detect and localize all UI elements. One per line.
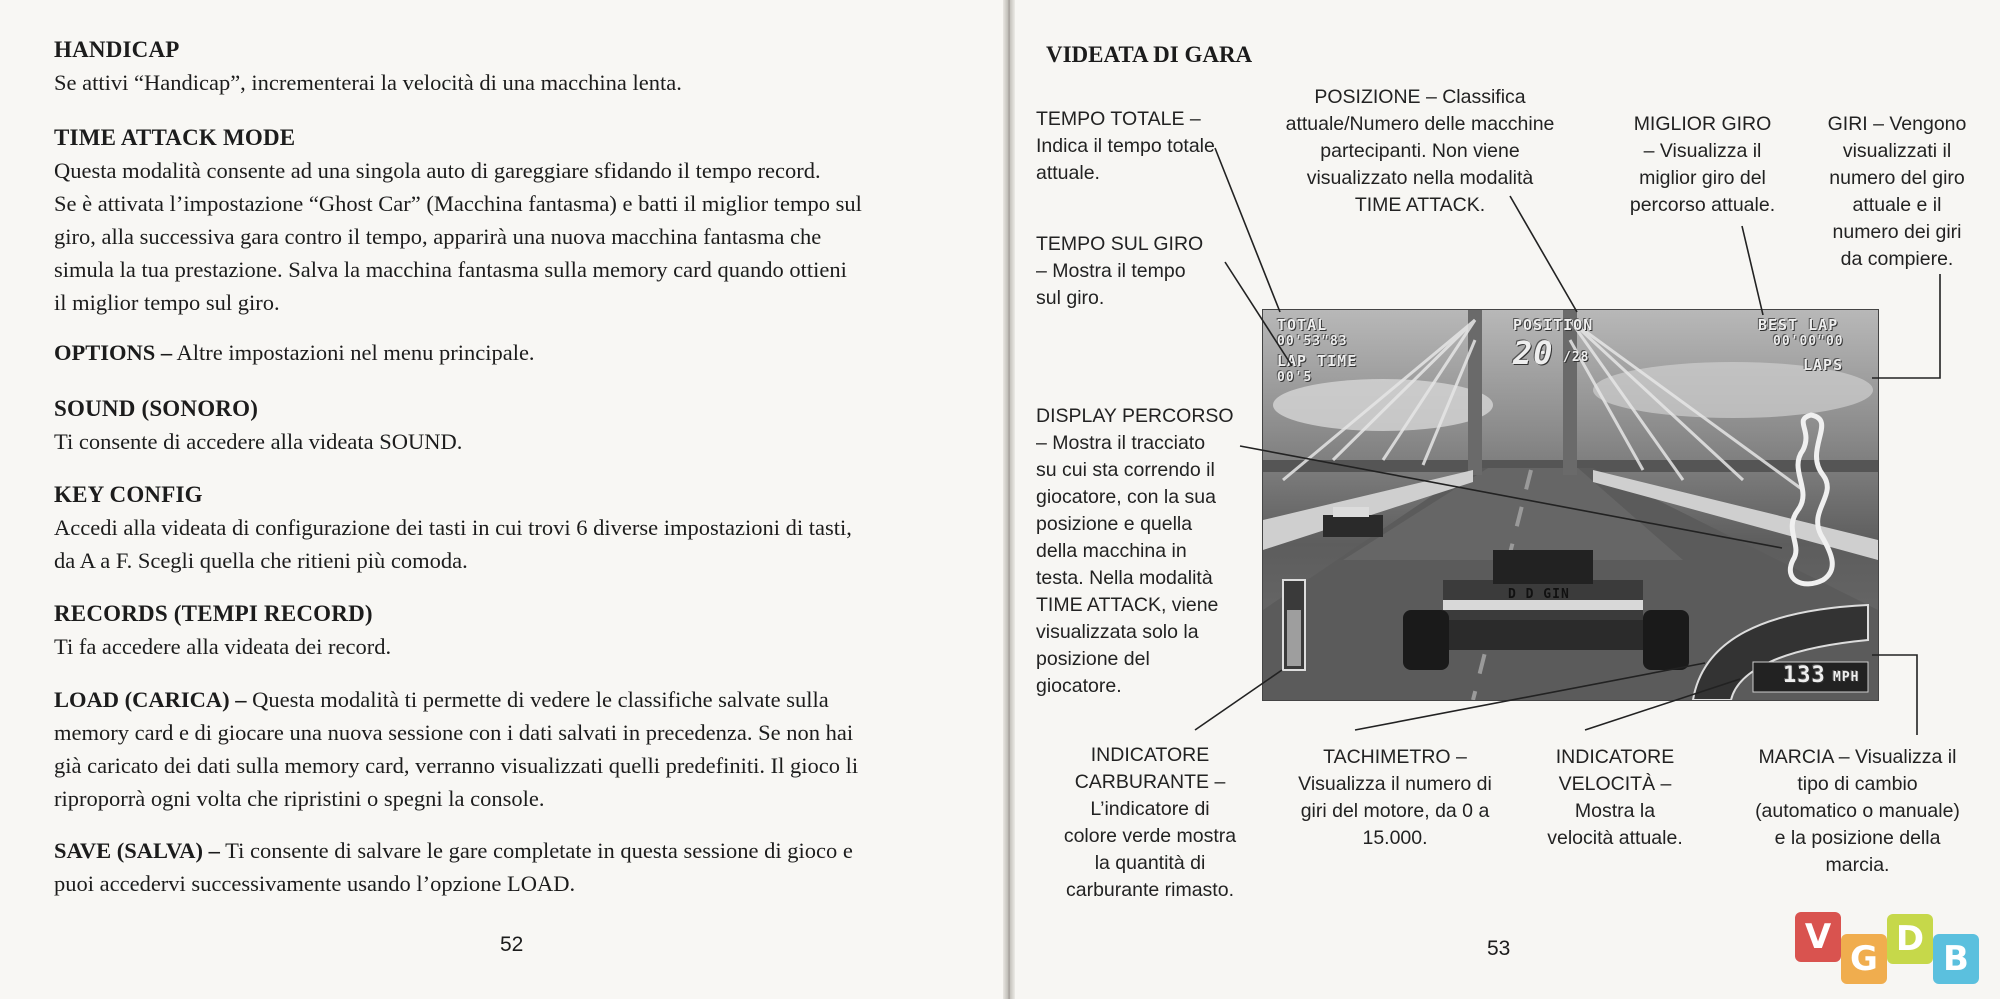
heading-records: RECORDS (TEMPI RECORD) xyxy=(54,601,373,626)
book-spine xyxy=(1003,0,1015,999)
hud-total-label: TOTAL xyxy=(1277,316,1328,334)
body-line: puoi accedervi successivamente usando l’opzione LOAD. xyxy=(54,871,576,896)
caption-display-percorso xyxy=(1036,403,1234,700)
caption-line: da compiere. xyxy=(1840,248,1954,270)
caption-marcia xyxy=(1735,744,1980,879)
caption-line: sul giro. xyxy=(1036,287,1105,309)
heading-save: SAVE (SALVA) – xyxy=(54,838,220,863)
caption-line: (automatico o manuale) xyxy=(1755,800,1960,822)
caption-line: TEMPO SUL GIRO xyxy=(1036,233,1204,255)
heading-time-attack: TIME ATTACK MODE xyxy=(54,125,296,150)
heading-sound: SOUND (SONORO) xyxy=(54,396,259,421)
caption-line: la quantità di xyxy=(1094,852,1206,874)
body-options: Altre impostazioni nel menu principale. xyxy=(172,340,535,365)
caption-line: MIGLIOR GIRO xyxy=(1633,113,1772,135)
caption-line: miglior giro del xyxy=(1639,167,1766,189)
caption-line: TEMPO TOTALE – xyxy=(1036,108,1201,130)
caption-miglior-giro xyxy=(1615,111,1790,219)
vgdb-logo xyxy=(1795,910,1985,986)
caption-line: giri del motore, da 0 a xyxy=(1300,800,1490,822)
entry-save xyxy=(54,834,994,900)
logo-letter-b: B xyxy=(1933,934,1979,984)
body-line: Accedi alla videata di configurazione dei tasti in cui trovi 6 diverse impostazioni di tasti, xyxy=(54,515,852,540)
caption-line: Indica il tempo totale xyxy=(1036,135,1215,157)
body-handicap: Se attivi “Handicap”, incrementerai la velocità di una macchina lenta. xyxy=(54,70,682,95)
page-number-left: 52 xyxy=(500,933,524,956)
body-records: Ti fa accedere alla videata dei record. xyxy=(54,634,392,659)
hud-lap-time-value: 00'5 xyxy=(1277,370,1313,385)
caption-line: numero del giro xyxy=(1829,167,1965,189)
body-line: giro, alla successiva gara contro il tempo, apparirà una nuova macchina fantasma che xyxy=(54,224,822,249)
caption-line: giocatore, con la sua xyxy=(1036,486,1216,508)
caption-line: percorso attuale. xyxy=(1629,194,1776,216)
hud-lap-time-label: LAP TIME xyxy=(1277,352,1358,370)
entry-load xyxy=(54,683,994,815)
heading-options: OPTIONS – xyxy=(54,340,173,365)
body-line: il miglior tempo sul giro. xyxy=(54,290,280,315)
caption-line: Mostra la xyxy=(1574,800,1656,822)
entry-key-config xyxy=(54,478,994,577)
caption-line: MARCIA – Visualizza il xyxy=(1758,746,1957,768)
hud-total-value: 00'53"83 xyxy=(1277,334,1348,349)
caption-line: Visualizza il numero di xyxy=(1298,773,1492,795)
body-line: Se è attivata l’impostazione “Ghost Car” (Macchina fantasma) e batti il miglior tempo sul xyxy=(54,191,862,216)
caption-line: TIME ATTACK. xyxy=(1354,194,1486,216)
caption-line: colore verde mostra xyxy=(1063,825,1237,847)
body-line: da A a F. Scegli quella che ritieni più comoda. xyxy=(54,548,468,573)
caption-giri xyxy=(1812,111,1982,273)
hud-best-lap-value: 00'00"00 xyxy=(1773,334,1844,349)
caption-tempo-sul-giro xyxy=(1036,231,1203,312)
entry-sound xyxy=(54,392,994,458)
caption-line: DISPLAY PERCORSO xyxy=(1036,405,1234,427)
caption-line: giocatore. xyxy=(1036,675,1122,697)
body-line: simula la tua prestazione. Salva la macchina fantasma sulla memory card quando ottieni xyxy=(54,257,847,282)
page-title: VIDEATA DI GARA xyxy=(1046,42,1253,67)
car-livery-text: D D GIN xyxy=(1508,587,1570,602)
body-line: memory card e di giocare una nuova sessione con i dati salvati in precedenza. Se non hai xyxy=(54,720,854,745)
hud-speed-value: 133 xyxy=(1783,663,1826,688)
caption-line: CARBURANTE – xyxy=(1074,771,1226,793)
caption-line: – Visualizza il xyxy=(1643,140,1762,162)
caption-line: visualizzato nella modalità xyxy=(1306,167,1534,189)
caption-line: L’indicatore di xyxy=(1090,798,1210,820)
caption-line: testa. Nella modalità xyxy=(1036,567,1213,589)
hud-laps-label: LAPS xyxy=(1803,356,1844,374)
logo-letter-v: V xyxy=(1795,912,1841,962)
body-line: riproporrà ogni volta che ripristini o spegni la console. xyxy=(54,786,545,811)
caption-line: tipo di cambio xyxy=(1797,773,1918,795)
caption-line: carburante rimasto. xyxy=(1066,879,1234,901)
caption-line: della macchina in xyxy=(1036,540,1187,562)
caption-line: attuale/Numero delle macchine xyxy=(1285,113,1555,135)
caption-line: INDICATORE xyxy=(1555,746,1675,768)
logo-letter-g: G xyxy=(1841,934,1887,984)
caption-line: numero dei giri xyxy=(1832,221,1962,243)
caption-line: 15.000. xyxy=(1362,827,1428,849)
caption-line: – Mostra il tempo xyxy=(1036,260,1186,282)
caption-carburante xyxy=(1040,742,1260,904)
caption-line: marcia. xyxy=(1825,854,1890,876)
logo-letter-d: D xyxy=(1887,914,1933,964)
caption-line: visualizzata solo la xyxy=(1036,621,1199,643)
caption-line: GIRI – Vengono xyxy=(1827,113,1967,135)
caption-line: attuale. xyxy=(1036,162,1100,184)
caption-line: INDICATORE xyxy=(1090,744,1210,766)
caption-line: partecipanti. Non viene xyxy=(1320,140,1520,162)
body-line: Questa modalità ti permette di vedere le classifiche salvate sulla xyxy=(246,687,829,712)
caption-line: posizione e quella xyxy=(1036,513,1193,535)
caption-tachimetro xyxy=(1275,744,1515,852)
hud-position-value: 20 xyxy=(1513,334,1554,372)
body-line: Ti consente di salvare le gare completate in questa sessione di gioco e xyxy=(219,838,853,863)
caption-line: e la posizione della xyxy=(1774,827,1941,849)
entry-records xyxy=(54,597,994,663)
caption-line: – Mostra il tracciato xyxy=(1036,432,1206,454)
hud-speed-unit: MPH xyxy=(1833,670,1860,685)
hud-position-total: /28 xyxy=(1563,350,1590,365)
entry-time-attack xyxy=(54,121,994,319)
caption-line: VELOCITÀ – xyxy=(1558,773,1672,795)
body-sound: Ti consente di accedere alla videata SOUND. xyxy=(54,429,463,454)
caption-line: visualizzati il xyxy=(1842,140,1952,162)
caption-line: POSIZIONE – Classifica xyxy=(1314,86,1526,108)
caption-posizione xyxy=(1265,84,1575,219)
body-line: Questa modalità consente ad una singola auto di gareggiare sfidando il tempo record. xyxy=(54,158,821,183)
caption-velocita xyxy=(1535,744,1695,852)
entry-options xyxy=(54,336,994,369)
caption-line: TIME ATTACK, viene xyxy=(1036,594,1219,616)
caption-line: velocità attuale. xyxy=(1547,827,1683,849)
page-number-right: 53 xyxy=(1487,937,1511,960)
hud-position-label: POSITION xyxy=(1513,316,1594,334)
heading-load: LOAD (CARICA) – xyxy=(54,687,247,712)
caption-line: posizione del xyxy=(1036,648,1150,670)
caption-line: su cui sta correndo il xyxy=(1036,459,1215,481)
race-screenshot xyxy=(1262,309,1879,701)
caption-tempo-totale xyxy=(1036,106,1215,187)
caption-line: attuale e il xyxy=(1852,194,1942,216)
entry-handicap xyxy=(54,33,994,99)
body-line: già caricato dei dati sulla memory card, verranno visualizzati quelli predefiniti. Il gioco li xyxy=(54,753,859,778)
heading-key-config: KEY CONFIG xyxy=(54,482,203,507)
caption-line: TACHIMETRO – xyxy=(1323,746,1467,768)
hud-best-lap-label: BEST LAP xyxy=(1758,316,1839,334)
heading-handicap: HANDICAP xyxy=(54,37,180,62)
